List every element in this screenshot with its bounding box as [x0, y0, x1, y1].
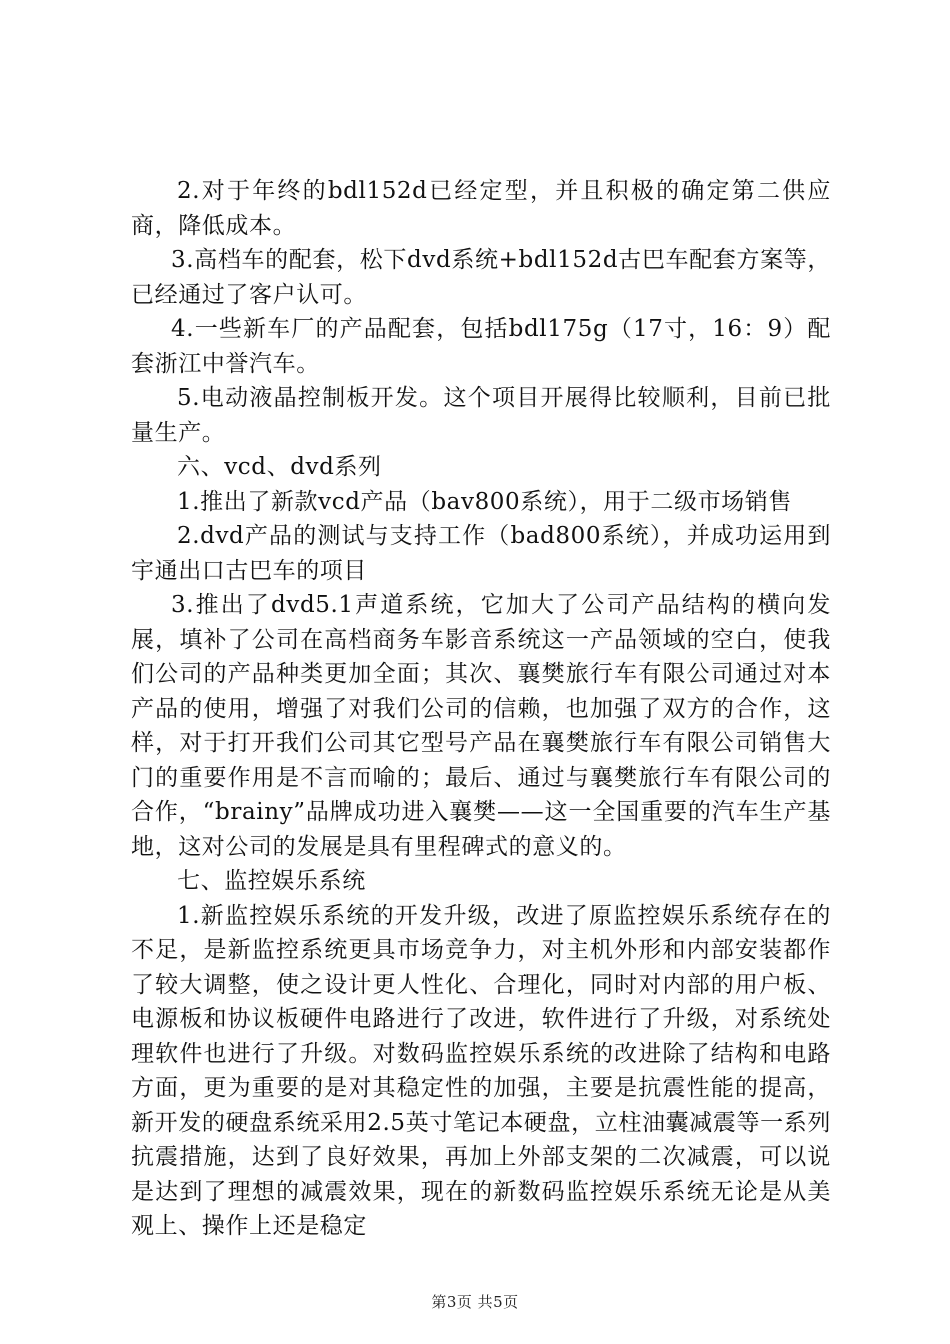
paragraph-item-3: 3.高档车的配套，松下dvd系统+bdl152d古巴车配套方案等，已经通过了客户认可。 [131, 247, 831, 308]
paragraph-dvd-2: 2.dvd产品的测试与支持工作（bad800系统），并成功运用到宇通出口古巴车的项目 [131, 523, 831, 584]
paragraph-dvd-3: 3.推出了dvd5.1声道系统，它加大了公司产品结构的横向发展，填补了公司在高档商务车影音系统这一产品领域的空白，使我们公司的产品种类更加全面；其次、襄樊旅行车有限公司通过对本产品的使用，增强了对我们公司的信赖，也加强了双方的合作，这样，对于打开我们公司其它型号产品在襄樊旅行车有限公司销售大门的重要作用是不言而喻的；最后、通过与襄樊旅行车有限公司的合作，“brainy”品牌成功进入襄樊——这一全国重要的汽车生产基地，这对公司的发展是具有里程碑式的意义的。 [131, 592, 831, 860]
paragraph-item-5: 5.电动液晶控制板开发。这个项目开展得比较顺利，目前已批量生产。 [131, 385, 831, 446]
page-number-footer: 第3页 共5页 [431, 1293, 519, 1311]
section-heading-seven: 七、监控娱乐系统 [177, 868, 366, 894]
section-heading-six: 六、vcd、dvd系列 [177, 454, 382, 480]
paragraph-vcd-1: 1.推出了新款vcd产品（bav800系统），用于二级市场销售 [177, 488, 792, 515]
paragraph-item-2: 2.对于年终的bdl152d已经定型，并且积极的确定第二供应商，降低成本。 [131, 178, 831, 239]
paragraph-monitoring-1: 1.新监控娱乐系统的开发升级，改进了原监控娱乐系统存在的不足，是新监控系统更具市场竞争力，对主机外形和内部安装都作了较大调整，使之设计更人性化、合理化，同时对内部的用户板、电源板和协议板硬件电路进行了改进，软件进行了升级，对系统处理软件也进行了升级。对数码监控娱乐系统的改进除了结构和电路方面，更为重要的是对其稳定性的加强，主要是抗震性能的提高，新开发的硬盘系统采用2.5英寸笔记本硬盘，立柱油囊减震等一系列抗震措施，达到了良好效果，再加上外部支架的二次减震，可以说是达到了理想的减震效果，现在的新数码监控娱乐系统无论是从美观上、操作上还是稳定 [131, 902, 831, 1239]
document-body [131, 174, 831, 1244]
paragraph-item-4: 4.一些新车厂的产品配套，包括bdl175g（17寸，16：9）配套浙江中誉汽车。 [131, 316, 831, 377]
